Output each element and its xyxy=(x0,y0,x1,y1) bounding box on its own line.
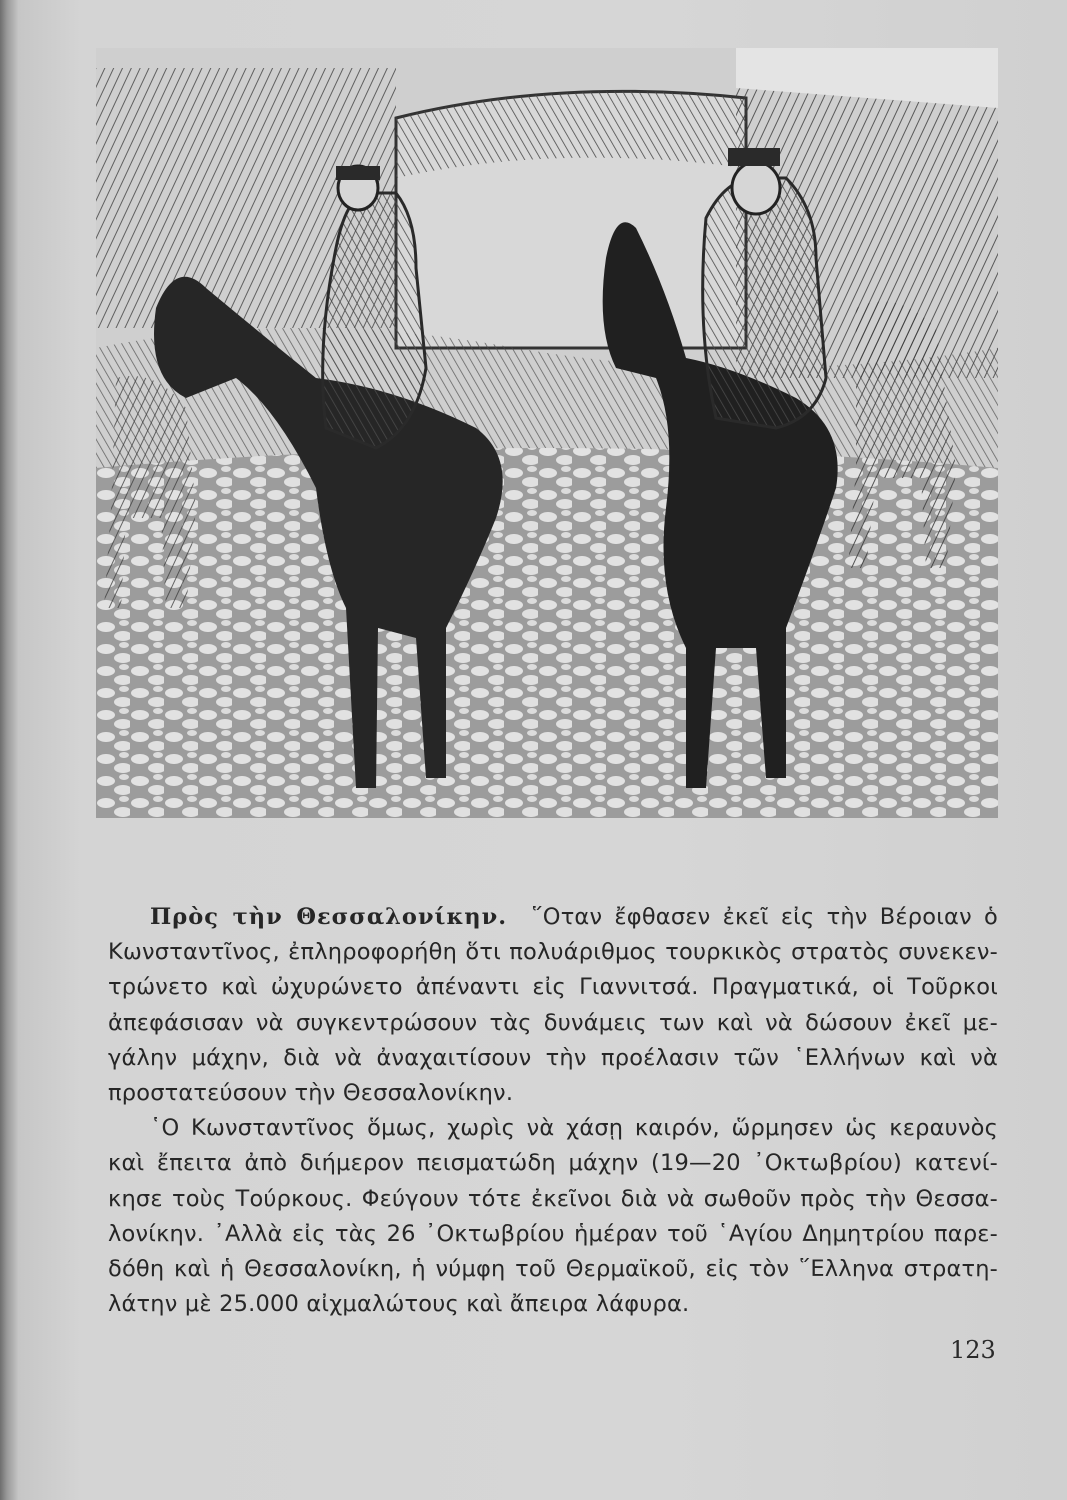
paragraph-1-line: προστατεύσουν τὴν Θεσσαλονίκην. xyxy=(108,1080,514,1107)
page-number: 123 xyxy=(950,1336,996,1364)
paragraph-2-line: λονίκην. ᾿Αλλὰ εἰς τὰς 26 ᾿Οκτωβρίου ἡμέραν τοῦ ῾Αγίου Δημητρίου παρε- xyxy=(108,1220,998,1247)
paragraph-1-line: γάλην μάχην, διὰ νὰ ἀναχαιτίσουν τὴν προέλασιν τῶν ῾Ελλήνων καὶ νὰ xyxy=(108,1044,998,1071)
paragraph-1-line: ῞Οταν ἔφθασεν ἐκεῖ εἰς τὴν Βέροιαν ὁ xyxy=(531,904,999,930)
body-text xyxy=(108,900,998,1322)
paragraph-2-line: κησε τοὺς Τούρκους. Φεύγουν τότε ἐκεῖνοι διὰ νὰ σωθοῦν πρὸς τὴν Θεσσα- xyxy=(108,1185,998,1212)
paragraph-1-line: ἀπεφάσισαν νὰ συγκεντρώσουν τὰς δυνάμεις των καὶ νὰ δώσουν ἐκεῖ με- xyxy=(108,1009,998,1036)
paragraph-2-line: ῾Ο Κωνσταντῖνος ὅμως, χωρὶς νὰ χάσῃ καιρόν, ὥρμησεν ὡς κεραυνὸς xyxy=(150,1115,998,1142)
paragraph-1-line: τρώνετο καὶ ὠχυρώνετο ἀπέναντι εἰς Γιαννιτσά. Πραγματικά, οἱ Τοῦρκοι xyxy=(108,974,998,1001)
paragraph-2-line: δόθη καὶ ἡ Θεσσαλονίκη, ἡ νύμφη τοῦ Θερμαϊκοῦ, εἰς τὸν ῞Ελληνα στρατη- xyxy=(108,1256,998,1283)
illustration-riders xyxy=(96,48,998,818)
section-heading: Πρὸς τὴν Θεσσαλονίκην. xyxy=(150,904,508,930)
paragraph-1 xyxy=(108,900,998,1111)
paragraph-2 xyxy=(108,1111,998,1322)
paragraph-2-line: καὶ ἔπειτα ἀπὸ διήμερον πεισματώδη μάχην (19—20 ᾿Οκτωβρίου) κατενί- xyxy=(108,1150,998,1177)
book-binding xyxy=(0,0,18,1500)
paragraph-1-line: Κωνσταντῖνος, ἐπληροφορήθη ὅτι πολυάριθμος τουρκικὸς στρατὸς συνεκεν- xyxy=(108,939,998,966)
illustration-drawing xyxy=(96,48,998,818)
paragraph-2-line: λάτην μὲ 25.000 αἰχμαλώτους καὶ ἄπειρα λάφυρα. xyxy=(108,1291,690,1318)
